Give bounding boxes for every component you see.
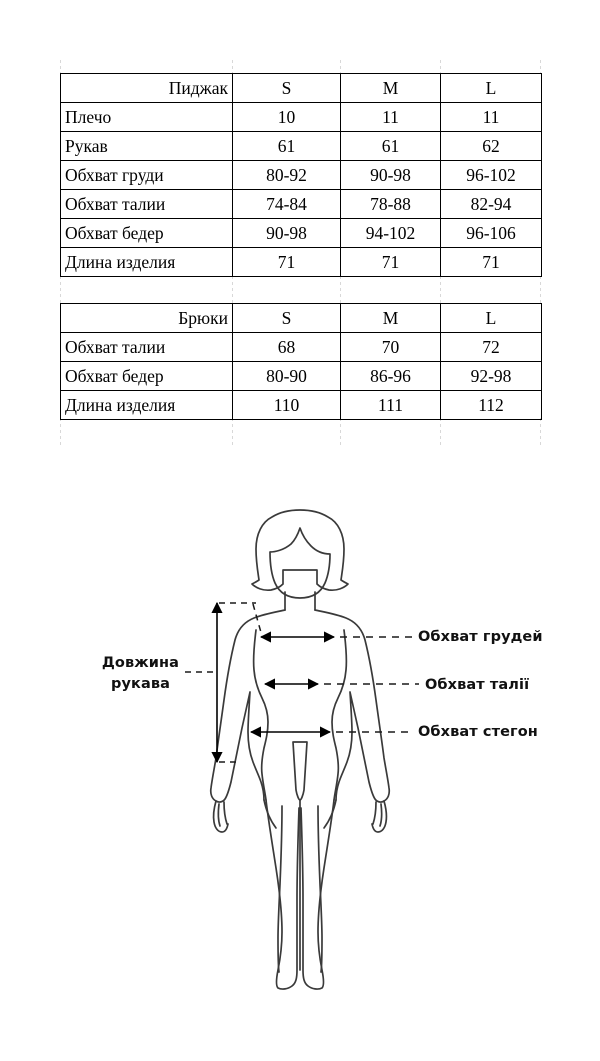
measure-label: Обхват груди — [61, 161, 233, 190]
measure-label: Обхват бедер — [61, 219, 233, 248]
table-row — [61, 103, 542, 132]
table-header-row — [61, 74, 542, 103]
measure-value: 11 — [341, 103, 441, 132]
measure-label: Обхват бедер — [61, 362, 233, 391]
measure-value: 80-92 — [233, 161, 341, 190]
table-row — [61, 161, 542, 190]
size-header-l: L — [441, 304, 542, 333]
measure-value: 72 — [441, 333, 542, 362]
measure-value: 71 — [233, 248, 341, 277]
measure-value: 71 — [441, 248, 542, 277]
measure-value: 86-96 — [341, 362, 441, 391]
size-header-m: M — [341, 74, 441, 103]
measure-label: Обхват талии — [61, 190, 233, 219]
measure-label: Обхват талии — [61, 333, 233, 362]
body-outline — [211, 510, 390, 989]
size-header-s: S — [233, 74, 341, 103]
measure-value: 68 — [233, 333, 341, 362]
table-row — [61, 248, 542, 277]
measurement-annotations — [185, 603, 419, 762]
measurement-diagram — [0, 470, 600, 1010]
measure-value: 90-98 — [341, 161, 441, 190]
measure-value: 78-88 — [341, 190, 441, 219]
sleeve-length-label — [78, 653, 203, 695]
size-header-m: M — [341, 304, 441, 333]
table-row — [61, 132, 542, 161]
measure-value: 96-102 — [441, 161, 542, 190]
measure-value: 70 — [341, 333, 441, 362]
measure-value: 71 — [341, 248, 441, 277]
measure-value: 96-106 — [441, 219, 542, 248]
measure-value: 61 — [233, 132, 341, 161]
measure-label: Длина изделия — [61, 391, 233, 420]
measure-value: 82-94 — [441, 190, 542, 219]
measure-value: 94-102 — [341, 219, 441, 248]
measure-value: 112 — [441, 391, 542, 420]
measure-label: Рукав — [61, 132, 233, 161]
measure-value: 90-98 — [233, 219, 341, 248]
table-row — [61, 190, 542, 219]
measure-value: 11 — [441, 103, 542, 132]
table-row — [61, 391, 542, 420]
measure-value: 80-90 — [233, 362, 341, 391]
measure-label: Длина изделия — [61, 248, 233, 277]
female-figure-illustration — [0, 470, 600, 1010]
sleeve-length-label-line2: рукава — [110, 676, 171, 693]
measure-value: 110 — [233, 391, 341, 420]
measure-value: 111 — [341, 391, 441, 420]
shoulder-to-chest-guide — [253, 604, 262, 636]
jacket-size-table — [60, 73, 542, 277]
table-row — [61, 362, 542, 391]
measure-value: 74-84 — [233, 190, 341, 219]
pants-category-header: Брюки — [61, 304, 233, 333]
measure-label: Плечо — [61, 103, 233, 132]
measure-value: 92-98 — [441, 362, 542, 391]
measure-value: 62 — [441, 132, 542, 161]
size-header-s: S — [233, 304, 341, 333]
table-row — [61, 333, 542, 362]
pants-size-table — [60, 303, 542, 420]
table-row — [61, 219, 542, 248]
table-header-row — [61, 304, 542, 333]
sleeve-length-label-line1: Довжина — [101, 655, 180, 671]
measure-value: 10 — [233, 103, 341, 132]
chest-girth-label: Обхват грудей — [418, 629, 543, 645]
waist-girth-label: Обхват талії — [425, 677, 530, 693]
size-header-l: L — [441, 74, 542, 103]
jacket-category-header: Пиджак — [61, 74, 233, 103]
measure-value: 61 — [341, 132, 441, 161]
hips-girth-label: Обхват стегон — [418, 724, 538, 740]
